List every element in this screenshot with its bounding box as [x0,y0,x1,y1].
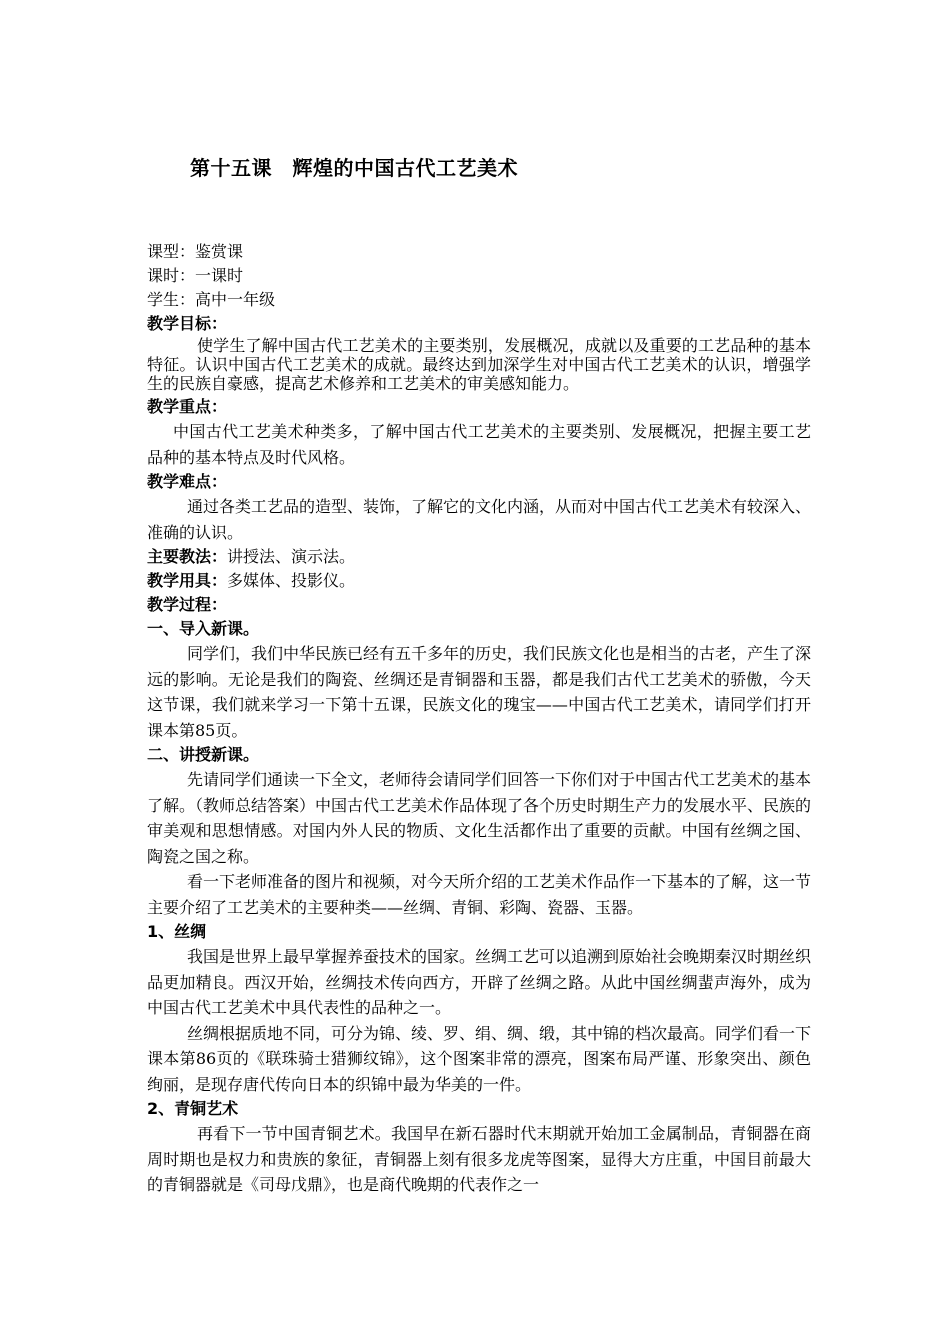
document-body [147,240,811,1198]
tools-text: 多媒体、投影仪。 [227,571,356,590]
section2-paragraph-1: 先请同学们通读一下全文，老师待会请同学们回答一下你们对于中国古代工艺美术的基本了解。（教师总结答案）中国古代工艺美术作品体现了各个历史时期生产力的发展水平、民族的审美观和思想情感。对国内外人民的物质、文化生活都作出了重要的贡献。中国有丝绸之国、陶瓷之国之称。 [147,770,812,866]
course-students: 学生：高中一年级 [147,290,276,309]
difficulty-text: 通过各类工艺品的造型、装饰，了解它的文化内涵，从而对中国古代工艺美术有较深入、准确的认识。 [147,497,812,542]
section1-text: 同学们，我们中华民族已经有五千多年的历史，我们民族文化也是相当的古老，产生了深远的影响。无论是我们的陶瓷、丝绸还是青铜器和玉器，都是我们古代工艺美术的骄傲，今天这节课，我们就来学习一下第十五课，民族文化的瑰宝——中国古代工艺美术，请同学们打开课本第85页。 [147,644,812,740]
goals-text: 使学生了解中国古代工艺美术的主要类别，发展概况，成就以及重要的工艺品种的基本特征。认识中国古代工艺美术的成就。最终达到加深学生对中国古代工艺美术的认识，增强学生的民族自豪感，提高艺术修养和工艺美术的审美感知能力。 [147,336,811,393]
tools-heading: 教学用具： [147,571,228,590]
silk-paragraph-1: 我国是世界上最早掌握养蚕技术的国家。丝绸工艺可以追溯到原始社会晚期秦汉时期丝织品更加精良。西汉开始，丝绸技术传向西方，开辟了丝绸之路。从此中国丝绸蜚声海外，成为中国古代工艺美术中具代表性的品种之一。 [147,947,812,1017]
tools-line [147,569,811,593]
difficulty-heading: 教学难点： [147,472,228,491]
section2-heading: 二、讲授新课。 [147,745,260,764]
focus-heading: 教学重点： [147,397,228,416]
silk-heading: 1、丝绸 [147,922,207,941]
method-text: 讲授法、演示法。 [227,547,356,566]
course-hours: 课时：一课时 [147,266,244,285]
method-line [147,545,811,569]
lesson-title: 第十五课 辉煌的中国古代工艺美术 [190,156,518,180]
bronze-paragraph-1: 再看下一节中国青铜艺术。我国早在新石器时代末期就开始加工金属制品，青铜器在商周时期也是权力和贵族的象征，青铜器上刻有很多龙虎等图案，显得大方庄重，中国目前最大的青铜器就是《司母戊鼎》，也是商代晚期的代表作之一 [147,1124,811,1194]
course-type: 课型：鉴赏课 [147,242,244,261]
process-heading: 教学过程： [147,595,228,614]
method-heading: 主要教法： [147,547,228,566]
bronze-heading: 2、青铜艺术 [147,1099,239,1118]
section1-heading: 一、导入新课。 [147,619,260,638]
goals-heading: 教学目标： [147,314,228,333]
section2-paragraph-2: 看一下老师准备的图片和视频，对今天所介绍的工艺美术作品作一下基本的了解，这一节主要介绍了工艺美术的主要种类——丝绸、青铜、彩陶、瓷器、玉器。 [147,872,812,917]
focus-text: 中国古代工艺美术种类多，了解中国古代工艺美术的主要类别、发展概况，把握主要工艺品种的基本特点及时代风格。 [147,422,811,467]
silk-paragraph-2: 丝绸根据质地不同，可分为锦、绫、罗、绢、绸、缎，其中锦的档次最高。同学们看一下课本第86页的《联珠骑士猎狮纹锦》，这个图案非常的漂亮，图案布局严谨、形象突出、颜色绚丽，是现存唐代传向日本的织锦中最为华美的一件。 [147,1023,812,1094]
